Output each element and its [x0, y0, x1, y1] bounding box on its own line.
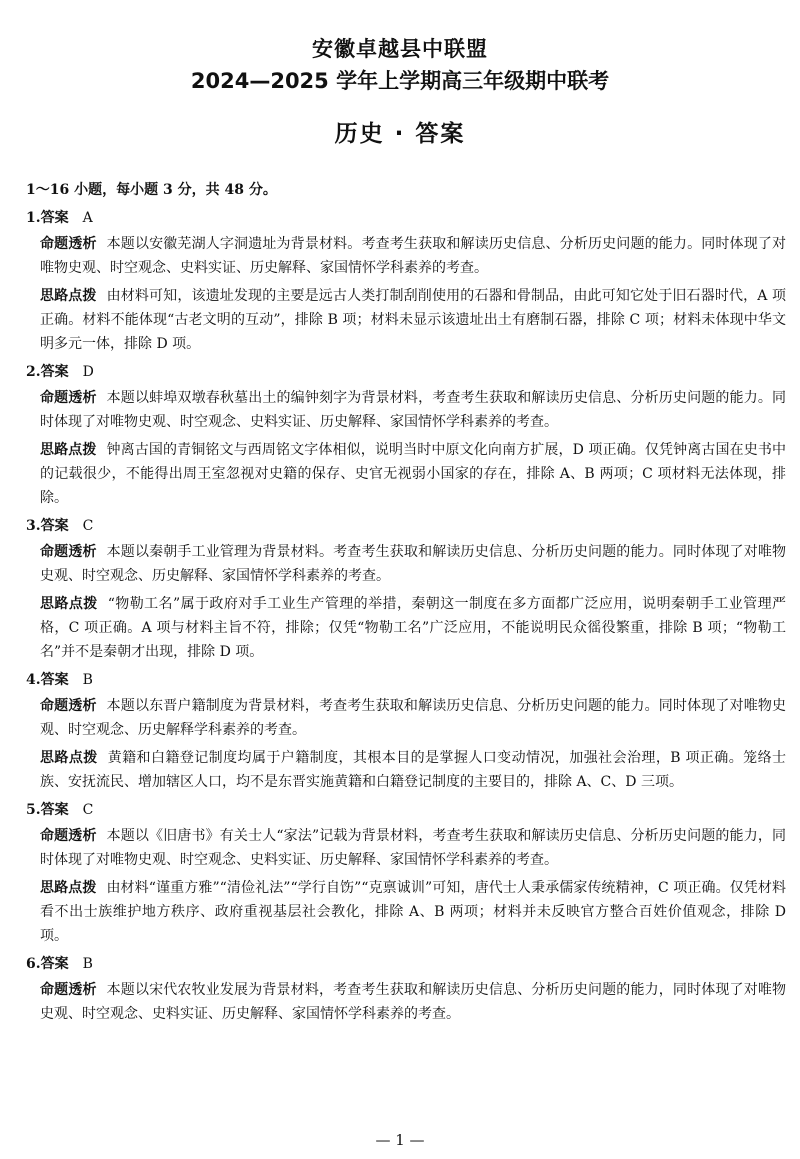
- question-1: [26, 206, 786, 356]
- alliance-title: 安徽卓越县中联盟: [312, 37, 488, 61]
- question-number: 1.: [26, 210, 41, 226]
- answer-choice: B: [82, 672, 93, 688]
- hint-text: 由材料“谨重方雅”“清俭礼法”“学行自饬”“克禀诚训”可知，唐代士人秉承儒家传统精神，C 项正确。仅凭材料看不出士族维护地方秩序、政府重视基层社会教化，排除 A、B 两项；材料并未反映官方整合百姓价值观念，排除 D 项。: [40, 880, 787, 944]
- question-number: 2.: [26, 364, 41, 380]
- question-2: [26, 360, 786, 510]
- answer-line: [26, 360, 786, 384]
- analysis-label: 命题透析: [40, 236, 97, 252]
- analysis-paragraph: [40, 978, 786, 1026]
- hint-text: 钟离古国的青铜铭文与西周铭文字体相似，说明当时中原文化向南方扩展，D 项正确。仅凭钟离古国在史书中的记载很少，不能得出周王室忽视对史籍的保存、史官无视弱小国家的存在，排除 A、B 两项；C 项材料无法体现，排除。: [40, 442, 786, 506]
- answer-line: [26, 952, 786, 976]
- answer-line: [26, 798, 786, 822]
- analysis-paragraph: [40, 232, 786, 280]
- answer-label: 答案: [40, 518, 69, 534]
- answer-body: [26, 178, 786, 1030]
- section-intro: 1～16 小题，每小题 3 分，共 48 分。: [26, 182, 277, 198]
- answer-label: 答案: [40, 672, 69, 688]
- answer-choice: C: [82, 518, 94, 534]
- analysis-paragraph: [40, 386, 786, 434]
- analysis-text: 本题以安徽芜湖人字洞遗址为背景材料。考查考生获取和解读历史信息、分析历史问题的能力。同时体现了对唯物史观、时空观念、史料实证、历史解释、家国情怀学科素养的考查。: [40, 236, 787, 276]
- hint-label: 思路点拨: [40, 288, 97, 304]
- hint-text: 黄籍和白籍登记制度均属于户籍制度，其根本目的是掌握人口变动情况，加强社会治理，B 项正确。笼络士族、安抚流民、增加辖区人口，均不是东晋实施黄籍和白籍登记制度的主要目的，排除 A、C、D 三项。: [40, 750, 786, 790]
- analysis-text: 本题以东晋户籍制度为背景材料，考查考生获取和解读历史信息、分析历史问题的能力。同时体现了对唯物史观、时空观念、历史解释学科素养的考查。: [40, 698, 787, 738]
- answer-line: [26, 668, 786, 692]
- page-number: — 1 —: [375, 1131, 425, 1149]
- analysis-paragraph: [40, 824, 786, 872]
- hint-paragraph: [40, 876, 786, 948]
- exam-title: 2024—2025 学年上学期高三年级期中联考: [190, 69, 610, 93]
- hint-paragraph: [40, 438, 786, 510]
- analysis-label: 命题透析: [40, 982, 97, 998]
- answer-line: [26, 514, 786, 538]
- analysis-label: 命题透析: [40, 698, 97, 714]
- answer-label: 答案: [40, 364, 69, 380]
- hint-label: 思路点拨: [40, 442, 97, 458]
- question-4: [26, 668, 786, 794]
- question-6: [26, 952, 786, 1026]
- answer-line: [26, 206, 786, 230]
- answer-choice: A: [82, 210, 93, 226]
- hint-label: 思路点拨: [40, 596, 98, 612]
- question-number: 3.: [26, 518, 41, 534]
- answer-label: 答案: [40, 956, 69, 972]
- analysis-label: 命题透析: [40, 828, 97, 844]
- answer-label: 答案: [40, 210, 69, 226]
- analysis-label: 命题透析: [40, 544, 97, 560]
- hint-text: “物勒工名”属于政府对手工业生产管理的举措，秦朝这一制度在多方面都广泛应用，说明秦朝手工业管理严格，C 项正确。A 项与材料主旨不符，排除；仅凭“物勒工名”广泛应用，不能说明民众徭役繁重，排除 B 项；“物勒工名”并不是秦朝才出现，排除 D 项。: [40, 596, 787, 660]
- hint-label: 思路点拨: [40, 750, 98, 766]
- answer-choice: B: [82, 956, 93, 972]
- question-3: [26, 514, 786, 664]
- analysis-paragraph: [40, 540, 786, 588]
- answer-label: 答案: [40, 802, 69, 818]
- analysis-text: 本题以蚌埠双墩春秋墓出土的编钟刻字为背景材料，考查考生获取和解读历史信息、分析历史问题的能力。同时体现了对唯物史观、时空观念、史料实证、历史解释、家国情怀学科素养的考查。: [40, 390, 787, 430]
- analysis-text: 本题以宋代农牧业发展为背景材料，考查考生获取和解读历史信息、分析历史问题的能力，同时体现了对唯物史观、时空观念、史料实证、历史解释、家国情怀学科素养的考查。: [40, 982, 787, 1022]
- answer-choice: C: [82, 802, 94, 818]
- analysis-text: 本题以秦朝手工业管理为背景材料。考查考生获取和解读历史信息、分析历史问题的能力。同时体现了对唯物史观、时空观念、历史解释、家国情怀学科素养的考查。: [40, 544, 787, 584]
- subject-title: 历史 · 答案: [334, 121, 466, 147]
- analysis-paragraph: [40, 694, 786, 742]
- question-number: 6.: [26, 956, 41, 972]
- analysis-text: 本题以《旧唐书》有关士人“家法”记载为背景材料，考查考生获取和解读历史信息、分析历史问题的能力，同时体现了对唯物史观、时空观念、史料实证、历史解释、家国情怀学科素养的考查。: [40, 828, 787, 868]
- hint-text: 由材料可知，该遗址发现的主要是远古人类打制刮削使用的石器和骨制品，由此可知它处于旧石器时代，A 项正确。材料不能体现“古老文明的互动”，排除 B 项；材料未显示该遗址出土有磨制石器，排除 C 项；材料未体现中华文明多元一体，排除 D 项。: [40, 288, 787, 352]
- analysis-label: 命题透析: [40, 390, 97, 406]
- question-number: 5.: [26, 802, 41, 818]
- hint-paragraph: [40, 746, 786, 794]
- question-number: 4.: [26, 672, 41, 688]
- hint-paragraph: [40, 284, 786, 356]
- hint-label: 思路点拨: [40, 880, 97, 896]
- question-5: [26, 798, 786, 948]
- hint-paragraph: [40, 592, 786, 664]
- answer-choice: D: [82, 364, 94, 380]
